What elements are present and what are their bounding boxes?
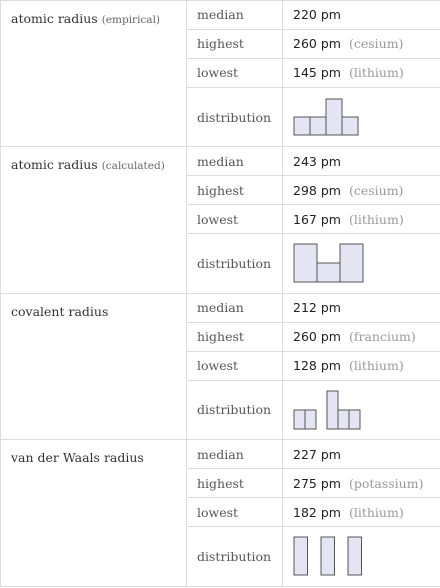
stat-label-cell	[187, 322, 283, 351]
stat-value: 212	[293, 300, 317, 316]
stat-note: (lithium)	[348, 211, 404, 227]
stat-label-cell	[187, 176, 283, 205]
property-name-cell	[1, 293, 187, 439]
stat-note: (lithium)	[348, 65, 404, 81]
table-row	[1, 147, 440, 176]
stat-unit: pm	[320, 446, 341, 462]
stat-value: 227	[293, 446, 317, 462]
stat-note: (cesium)	[348, 36, 404, 52]
stat-label: lowest	[197, 211, 239, 227]
stat-unit: pm	[320, 182, 341, 198]
stat-unit: pm	[320, 475, 341, 491]
histogram-bar	[310, 117, 326, 135]
histogram-bar	[317, 263, 340, 282]
histogram-bar	[294, 410, 305, 429]
stat-label: highest	[197, 36, 244, 52]
property-name: van der Waals radius	[11, 450, 144, 466]
stat-note: (lithium)	[348, 504, 404, 520]
distribution-histogram	[293, 242, 364, 284]
histogram-bar	[294, 117, 310, 135]
property-name: atomic radius	[11, 11, 98, 26]
histogram-bar	[327, 391, 338, 429]
property-name-cell	[1, 147, 187, 293]
stat-note: (potassium)	[348, 475, 424, 491]
histogram-bar	[349, 410, 360, 429]
stat-value-cell	[283, 205, 440, 234]
histogram-bar	[326, 99, 342, 135]
property-name-cell	[1, 1, 187, 147]
property-qualifier: (calculated)	[101, 160, 165, 173]
stat-label-cell	[187, 147, 283, 176]
stat-note: (lithium)	[348, 358, 404, 374]
histogram-bar	[294, 537, 308, 575]
stat-label: distribution	[197, 109, 272, 125]
stat-label: highest	[197, 475, 244, 491]
table-row	[1, 1, 440, 30]
stat-label-cell	[187, 469, 283, 498]
stat-label: lowest	[197, 504, 239, 520]
stat-label: distribution	[197, 548, 272, 564]
stat-label: median	[197, 153, 244, 169]
property-name: covalent radius	[11, 303, 109, 319]
stat-label-cell	[187, 526, 283, 586]
property-qualifier: (empirical)	[101, 14, 161, 26]
distribution-histogram	[293, 97, 359, 137]
stat-unit: pm	[320, 504, 341, 520]
stat-unit: pm	[320, 153, 341, 169]
distribution-cell	[283, 526, 440, 586]
histogram-bar	[338, 410, 349, 429]
stat-value-cell	[283, 1, 440, 30]
distribution-cell	[283, 234, 440, 294]
histogram-bar	[342, 117, 358, 135]
stat-label-cell	[187, 498, 283, 527]
stat-value-cell	[283, 498, 440, 527]
stat-label-cell	[187, 293, 283, 322]
stat-value-cell	[283, 29, 440, 58]
stat-label-cell	[187, 440, 283, 469]
stat-value-cell	[283, 440, 440, 469]
distribution-cell	[283, 380, 440, 440]
stat-label-cell	[187, 380, 283, 440]
stat-label: lowest	[197, 65, 239, 81]
stat-value: 167	[293, 211, 317, 227]
histogram-bar	[340, 244, 363, 282]
stat-label: lowest	[197, 358, 239, 374]
distribution-cell	[283, 87, 440, 147]
stat-value: 182	[293, 504, 317, 520]
stat-label: distribution	[197, 255, 272, 271]
stat-label-cell	[187, 1, 283, 30]
stat-value: 260	[293, 36, 317, 52]
stat-label-cell	[187, 29, 283, 58]
stat-unit: pm	[320, 358, 341, 374]
stat-label: median	[197, 7, 244, 23]
stat-label-cell	[187, 58, 283, 87]
stat-value-cell	[283, 147, 440, 176]
stat-unit: pm	[320, 329, 341, 345]
stat-unit: pm	[320, 65, 341, 81]
stat-value-cell	[283, 293, 440, 322]
stat-label-cell	[187, 351, 283, 380]
stat-value: 128	[293, 358, 317, 374]
stat-label: highest	[197, 182, 244, 198]
stat-note: (cesium)	[348, 182, 404, 198]
stat-value: 220	[293, 7, 317, 23]
stat-note: (francium)	[348, 329, 416, 345]
stat-unit: pm	[320, 211, 341, 227]
stat-label: median	[197, 446, 244, 462]
distribution-histogram	[293, 389, 361, 431]
stat-label: distribution	[197, 402, 272, 418]
histogram-bar	[294, 244, 317, 282]
stat-value: 275	[293, 475, 317, 491]
stat-value: 243	[293, 153, 317, 169]
histogram-bar	[305, 410, 316, 429]
table-row	[1, 293, 440, 322]
stat-label: highest	[197, 329, 244, 345]
stat-value-cell	[283, 176, 440, 205]
stat-value-cell	[283, 58, 440, 87]
stat-value: 260	[293, 329, 317, 345]
stat-value: 145	[293, 65, 317, 81]
histogram-bar	[348, 537, 362, 575]
stat-label: median	[197, 300, 244, 316]
property-name-cell	[1, 440, 187, 587]
table-row	[1, 440, 440, 469]
distribution-histogram	[293, 535, 363, 577]
stat-unit: pm	[320, 7, 341, 23]
stat-value-cell	[283, 351, 440, 380]
property-name: atomic radius	[11, 157, 98, 173]
stat-value-cell	[283, 322, 440, 351]
stat-unit: pm	[320, 36, 341, 52]
stat-label-cell	[187, 87, 283, 147]
stat-label-cell	[187, 234, 283, 294]
stat-value: 298	[293, 182, 317, 198]
stat-value-cell	[283, 469, 440, 498]
histogram-bar	[321, 537, 335, 575]
stat-unit: pm	[320, 300, 341, 316]
stat-label-cell	[187, 205, 283, 234]
